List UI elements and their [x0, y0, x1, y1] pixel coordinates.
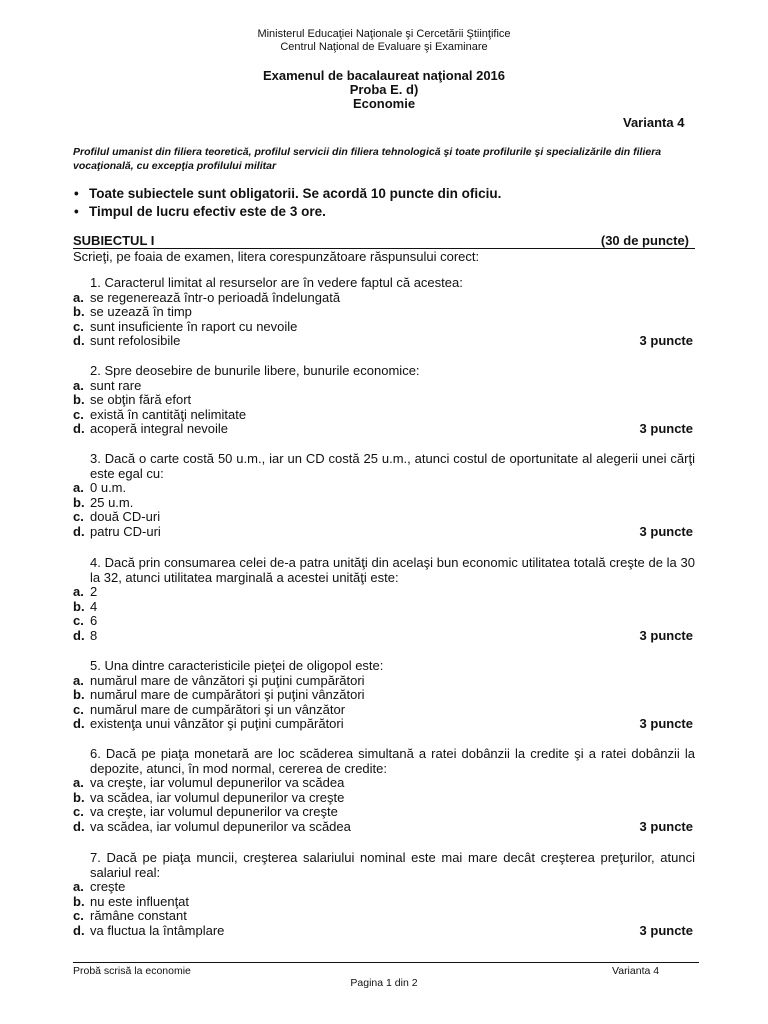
option-a — [73, 776, 695, 791]
option-letter: b. — [73, 304, 85, 319]
option-a — [73, 674, 695, 689]
option-c — [73, 408, 695, 423]
option-text: 4 — [90, 598, 98, 614]
option-d — [73, 629, 695, 644]
option-letter: d. — [73, 922, 85, 938]
question-7 — [73, 851, 695, 938]
option-text: numărul mare de cumpărători şi un vânzător — [90, 701, 346, 717]
center-name: Centrul Naţional de Evaluare şi Examinare — [280, 41, 488, 53]
option-letter: c. — [73, 509, 84, 524]
option-text: va scădea, iar volumul depunerilor va creşte — [90, 789, 345, 805]
option-text: 8 — [90, 627, 98, 643]
option-letter: c. — [73, 318, 84, 334]
question-stem: 3. Dacă o carte costă 50 u.m., iar un CD costă 25 u.m., atunci costul de oportunitate al alegerii unei cărţi este egal cu: — [90, 451, 695, 481]
option-a — [73, 379, 695, 394]
option-b — [73, 600, 695, 615]
option-letter: d. — [73, 421, 85, 436]
option-text: 0 u.m. — [90, 480, 127, 495]
option-text: există în cantităţi nelimitate — [90, 406, 247, 422]
exam-title: Examenul de bacalaureat naţional 2016 — [262, 68, 506, 83]
option-text: sunt insuficiente în raport cu nevoile — [90, 318, 298, 334]
option-c — [73, 510, 695, 525]
option-letter: c. — [73, 804, 84, 819]
option-text: va creşte, iar volumul depunerilor va creşte — [90, 804, 338, 819]
question-5 — [73, 659, 695, 732]
option-b — [73, 393, 695, 408]
ministry-header — [0, 28, 768, 54]
option-letter: a. — [73, 584, 84, 599]
footer-variant: Varianta 4 — [612, 965, 660, 977]
option-text: numărul mare de vânzători şi puţini cumpărători — [90, 672, 365, 688]
option-text: se regenerează într-o perioadă îndelungată — [90, 289, 341, 305]
option-letter: c. — [73, 613, 84, 628]
option-b — [73, 791, 695, 806]
question-stem: 7. Dacă pe piaţa muncii, creşterea salariului nominal este mai mare decât creşterea preţurilor, atunci salariul real: — [90, 850, 695, 880]
option-text: se uzează în timp — [90, 304, 192, 319]
question-stem: 5. Una dintre caracteristicile pieţei de oligopol este: — [90, 658, 384, 673]
option-text: 25 u.m. — [90, 494, 134, 510]
option-a — [73, 291, 695, 306]
option-text: rămâne constant — [90, 908, 187, 923]
option-text: creşte — [90, 879, 126, 894]
question-points: 3 puncte — [639, 818, 693, 834]
question-4 — [73, 556, 695, 643]
question-2 — [73, 364, 695, 437]
option-d — [73, 334, 695, 349]
option-letter: a. — [73, 879, 84, 894]
option-b — [73, 305, 695, 320]
section-instruction: Scrieţi, pe foaia de examen, litera corespunzătoare răspunsului corect: — [73, 249, 480, 264]
question-3 — [73, 452, 695, 539]
option-d — [73, 924, 695, 939]
option-letter: a. — [73, 377, 84, 393]
option-text: se obţin fără efort — [90, 392, 192, 407]
option-text: existenţa unui vânzător şi puţini cumpărători — [90, 716, 344, 731]
option-letter: d. — [73, 818, 85, 834]
question-stem: 6. Dacă pe piaţa monetară are loc scăderea simultană a ratei dobânzii la credite şi a ratei dobânzii la depozite, atunci, în mod normal, cererea de credite: — [90, 746, 695, 776]
option-letter: d. — [73, 333, 85, 348]
option-text: sunt rare — [90, 377, 142, 393]
exam-subject: Economie — [352, 96, 416, 111]
option-c — [73, 909, 695, 924]
option-c — [73, 320, 695, 335]
option-d — [73, 820, 695, 835]
rule-item: • Timpul de lucru efectiv este de 3 ore. — [73, 203, 700, 221]
option-a — [73, 880, 695, 895]
question-points: 3 puncte — [639, 922, 693, 938]
question-points: 3 puncte — [639, 627, 693, 643]
option-b — [73, 496, 695, 511]
exam-header — [0, 69, 768, 111]
section-title: SUBIECTUL I — [73, 233, 155, 248]
footer-divider — [73, 962, 699, 963]
footer-left: Probă scrisă la economie — [73, 965, 191, 977]
rules-list — [73, 185, 700, 220]
option-letter: a. — [73, 672, 84, 688]
question-stem: 1. Caracterul limitat al resurselor are în vedere faptul că acestea: — [90, 275, 463, 290]
option-text: va creşte, iar volumul depunerilor va scădea — [90, 775, 345, 790]
ministry-name: Ministerul Educaţiei Naţionale şi Cercetării Ştiinţifice — [257, 28, 511, 40]
option-text: va fluctua la întâmplare — [90, 922, 225, 938]
option-d — [73, 717, 695, 732]
option-letter: b. — [73, 687, 85, 702]
question-points: 3 puncte — [639, 523, 693, 539]
option-text: nu este influenţat — [90, 893, 190, 909]
question-points: 3 puncte — [639, 421, 693, 436]
option-b — [73, 895, 695, 910]
option-c — [73, 805, 695, 820]
option-letter: c. — [73, 908, 84, 923]
option-letter: d. — [73, 523, 85, 539]
option-text: va scădea, iar volumul depunerilor va scădea — [90, 818, 351, 834]
question-stem: 2. Spre deosebire de bunurile libere, bunurile economice: — [90, 363, 420, 378]
section-points: (30 de puncte) — [600, 233, 689, 248]
question-stem: 4. Dacă prin consumarea celei de-a patra unităţi din acelaşi bun economic utilitatea totală creşte de la 30 la 32, atunci utilitatea marginală a acestei unităţi este: — [90, 555, 695, 585]
variant-label: Varianta 4 — [623, 115, 685, 130]
option-letter: b. — [73, 392, 85, 407]
option-a — [73, 585, 695, 600]
option-d — [73, 422, 695, 437]
option-letter: b. — [73, 598, 85, 614]
option-d — [73, 525, 695, 540]
option-letter: a. — [73, 289, 84, 305]
option-text: 6 — [90, 613, 98, 628]
option-text: 2 — [90, 584, 98, 599]
option-letter: b. — [73, 494, 85, 510]
exam-test: Proba E. d) — [349, 82, 419, 97]
question-points: 3 puncte — [639, 716, 693, 731]
question-6 — [73, 747, 695, 834]
option-text: numărul mare de cumpărători şi puţini vânzători — [90, 687, 365, 702]
option-letter: b. — [73, 893, 85, 909]
option-text: acoperă integral nevoile — [90, 421, 229, 436]
question-1 — [73, 276, 695, 349]
question-points: 3 puncte — [639, 333, 693, 348]
rule-item: • Toate subiectele sunt obligatorii. Se acordă 10 puncte din oficiu. — [73, 185, 700, 203]
option-letter: a. — [73, 480, 84, 495]
option-letter: d. — [73, 627, 85, 643]
section-heading — [73, 233, 695, 249]
profile-text: Profilul umanist din filiera teoretică, profilul servicii din filiera tehnologică şi toate profilurile şi specializările din filiera vocaţională, cu excepţia profilului militar — [73, 146, 662, 172]
option-text: patru CD-uri — [90, 523, 161, 539]
option-letter: a. — [73, 775, 84, 790]
option-letter: d. — [73, 716, 85, 731]
option-text: două CD-uri — [90, 509, 161, 524]
page-number: Pagina 1 din 2 — [350, 977, 418, 989]
option-a — [73, 481, 695, 496]
option-letter: c. — [73, 406, 84, 422]
option-c — [73, 614, 695, 629]
option-c — [73, 703, 695, 718]
option-text: sunt refolosibile — [90, 333, 181, 348]
option-letter: b. — [73, 789, 85, 805]
option-b — [73, 688, 695, 703]
option-letter: c. — [73, 701, 84, 717]
